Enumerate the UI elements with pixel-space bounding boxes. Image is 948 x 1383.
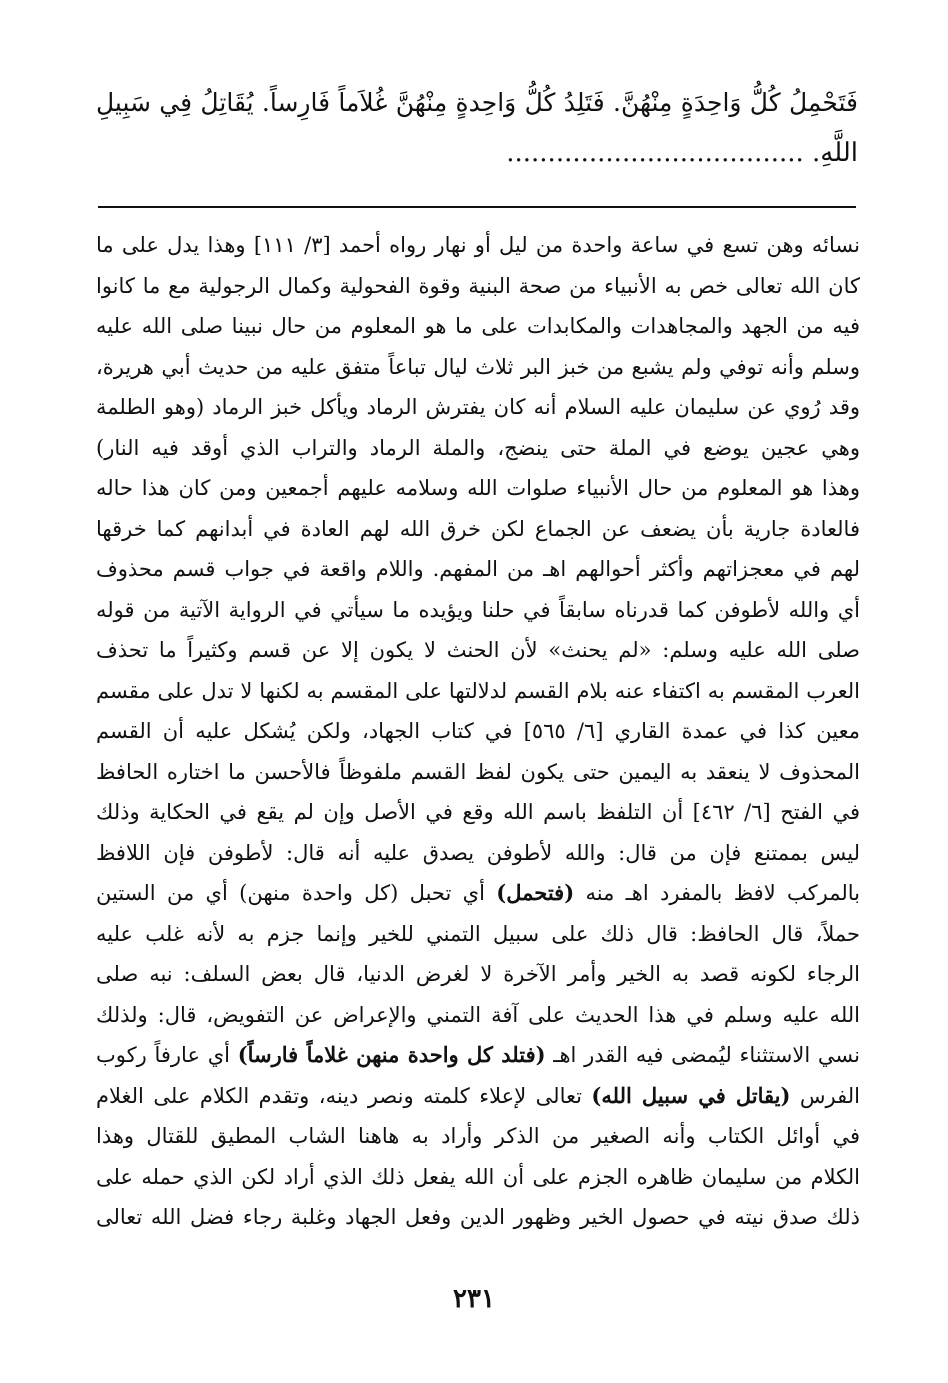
commentary-text-run: نسي الاستثناء ليُمضى فيه القدر اهـ (545, 1043, 860, 1067)
commentary-line (96, 306, 860, 347)
commentary-line (96, 995, 860, 1036)
commentary-line (96, 954, 860, 995)
commentary-text-run: العرب المقسم به اكتفاء عنه بلام القسم لدلالتها على المقسم به لكنها لا تدل على مقسم (96, 678, 860, 703)
commentary-text-run: معين كذا في عمدة القاري [٦/ ٥٦٥] في كتاب الجهاد، ولكن يُشكل عليه أن القسم (96, 719, 860, 743)
commentary-line (96, 1157, 860, 1198)
footnote-separator (98, 206, 856, 208)
commentary-line (96, 1116, 860, 1157)
commentary-text-run: المحذوف لا ينعقد به اليمين حتى يكون لفظ القسم ملفوظاً فالأحسن ما اختاره الحافظ (96, 759, 860, 784)
commentary-text-run: نسائه وهن تسع في ساعة واحدة من ليل أو نهار رواه أحمد [٣/ ١١١] وهذا يدل على ما (96, 233, 860, 257)
commentary-line (96, 590, 860, 631)
commentary-line (96, 428, 860, 469)
hadith-text (96, 78, 858, 178)
commentary-text-run: وسلم وأنه توفي ولم يشبع من خبز البر ثلاث ليال تباعاً متفق عليه من حديث أبي هريرة، (96, 354, 860, 379)
commentary-text (96, 225, 860, 1238)
commentary-text-run: في أوائل الكتاب وأنه الصغير من الذكر وأراد به هاهنا الشاب المطيق للقتال وهذا (96, 1124, 860, 1148)
commentary-line (96, 266, 860, 307)
commentary-text-run: الرجاء لكونه قصد به الخير وأمر الآخرة لا لغرض الدنيا، قال بعض السلف: نبه صلى (96, 962, 860, 986)
commentary-line (96, 347, 860, 388)
commentary-bold-quote: (فتلد كل واحدة منهن غلاماً فارساً) (237, 1042, 546, 1067)
commentary-text-run: في الفتح [٦/ ٤٦٢] أن التلفظ باسم الله وقع في الأصل وإن لم يقع في الحكاية وذلك (96, 800, 860, 824)
commentary-text-run: وهذا هو المعلوم من حال الأنبياء صلوات الله وسلامه عليهم أجمعين ومن كان هذا حاله (96, 476, 860, 500)
commentary-text-run: الفرس (790, 1083, 860, 1108)
commentary-line (96, 225, 860, 266)
commentary-text-run: أي عارفاً ركوب (96, 1043, 238, 1067)
commentary-text-run: بالمركب لافظ بالمفرد اهـ منه (574, 881, 860, 905)
commentary-line (96, 468, 860, 509)
hadith-line-1: فَتَحْمِلُ كُلُّ وَاحِدَةٍ مِنْهُنَّ. فَتَلِدُ كُلُّ وَاحِدةٍ مِنْهُنَّ غُلاَماً فَارِساً. يُقَاتِلُ فِي سَبِيلِ (96, 88, 858, 117)
commentary-line (96, 752, 860, 793)
commentary-text-run: فيه من الجهد والمجاهدات والمكابدات على ما هو المعلوم من حال نبينا صلى الله عليه (96, 314, 860, 338)
commentary-line (96, 1197, 860, 1238)
commentary-line (96, 833, 860, 874)
commentary-line (96, 914, 860, 955)
commentary-line (96, 792, 860, 833)
commentary-text-run: الله عليه وسلم في هذا الحديث على آفة التمني والإعراض عن التفويض، قال: ولذلك (96, 1002, 860, 1027)
hadith-line-2-word: اللَّهِ. (812, 138, 858, 168)
commentary-line (96, 630, 860, 671)
commentary-line (96, 1035, 860, 1076)
commentary-text-run: أي تحبل (كل واحدة منهن) أي من الستين (96, 881, 497, 905)
commentary-text-run: الكلام من سليمان ظاهره الجزم على أن الله يفعل ذلك الذي أراد لكن الذي حمله على (96, 1164, 860, 1189)
commentary-text-run: لهم في معجزاتهم وأكثر أحوالهم اهـ من المفهم. واللام واقعة في جواب قسم محذوف (96, 557, 860, 581)
commentary-text-run: صلى الله عليه وسلم: «لم يحنث» لأن الحنث لا يكون إلا عن قسم وكثيراً ما تحذف (96, 638, 860, 662)
commentary-line (96, 873, 860, 914)
commentary-bold-quote: (يقاتل في سبيل الله) (591, 1082, 791, 1108)
commentary-text-run: ذلك صدق نيته في حصول الخير وظهور الدين وفعل الجهاد وغلبة رجاء فضل الله تعالى (96, 1205, 860, 1229)
commentary-text-run: فالعادة جارية بأن يضعف عن الجماع لكن خرق الله لهم العادة في أبدانهم كما خرقها (96, 516, 860, 541)
commentary-line (96, 387, 860, 428)
commentary-bold-quote: (فتحمل) (496, 880, 575, 905)
commentary-text-run: كان الله تعالى خص به الأنبياء من صحة البنية وقوة الفحولية وكمال الرجولية مع ما كانوا (96, 273, 860, 298)
page-number: ٢٣١ (453, 1284, 495, 1314)
commentary-line (96, 671, 860, 712)
commentary-text-run: تعالى لإعلاء كلمته ونصر دينه، وتقدم الكلام على الغلام (96, 1083, 592, 1108)
commentary-line (96, 1076, 860, 1117)
hadith-line-2 (96, 128, 858, 178)
commentary-text-run: ليس بممتنع فإن من قال: والله لأطوفن يصدق عليه أنه قال: لأطوفن فإن اللافظ (96, 840, 860, 865)
commentary-line (96, 711, 860, 752)
commentary-line (96, 509, 860, 550)
commentary-text-run: وقد رُوي عن سليمان عليه السلام أنه كان يفترش الرماد ويأكل خبز الرماد (وهو الطلمة (96, 395, 860, 419)
commentary-text-run: وهي عجين يوضع في الملة حتى ينضج، والملة الرماد والتراب الذي أوقد فيه النار) (96, 435, 860, 460)
commentary-text-run: أي والله لأطوفن كما قدرناه سابقاً في حلنا ويؤيده ما سيأتي في الرواية الآتية من قوله (96, 597, 860, 622)
commentary-text-run: حملاً، قال الحافظ: قال ذلك على سبيل التمني للخير وإنما جزم به لأنه غلب عليه (96, 921, 860, 946)
hadith-continuation-dots: .................................... (506, 138, 804, 168)
commentary-line (96, 549, 860, 590)
